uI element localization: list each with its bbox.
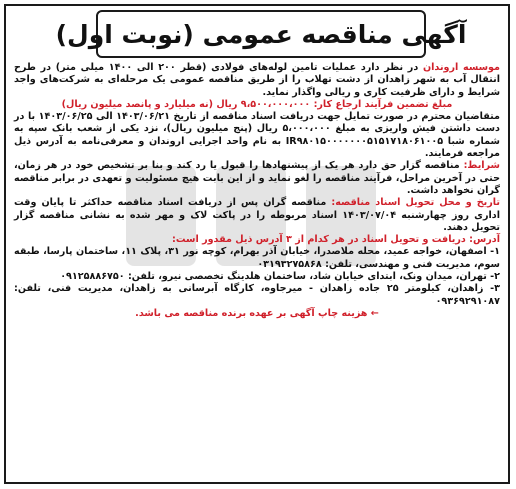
deadline-paragraph <box>14 197 500 234</box>
notice-title: آگهی مناقصه عمومی (نوبت اول) <box>55 19 467 49</box>
guarantee-amount: مبلغ تضمین فرآیند ارجاع کار: ۹،۵۰۰،۰۰۰،۰۰۰ ریال (نه میلیارد و پانصد میلیون ریال) <box>61 98 453 110</box>
address-item-zahedan: ۳- زاهدان، کیلومتر ۲۵ جاده زاهدان - میرجاوه، کارگاه آبرسانی به زاهدان، مدیریت فنی، تلفن: ۰۹۳۶۹۲۹۱۰۸۷ <box>14 283 500 307</box>
conditions-paragraph <box>14 160 500 197</box>
address-item-isfahan: ۱- اصفهان، خواجه عمید، محله ملاصدرا، خیابان آذر بهرام، کوچه نور ۳۱، پلاک ۱۱، ساختمان پارسا، طبقه سوم، مدیریت فنی و مهندسی، تلفن: ۰۳۱۹۳۲۷۵۸۶۸ <box>14 246 500 270</box>
intro-text: در نظر دارد عملیات تامین لوله‌های فولادی (قطر ۲۰۰ الی ۱۴۰۰ میلی متر) در طرح انتقال آب به شهر زاهدان از دشت تهلاب را از طریق مناقصه عمومی یک مرحله‌ای به شرکت‌های واجد شرایط و دارای ظرفیت کاری و ریالی واگذار نماید. <box>14 62 500 98</box>
documents-paragraph: متقاضیان محترم در صورت تمایل جهت دریافت اسناد مناقصه از تاریخ ۱۴۰۳/۰۶/۲۱ الی ۱۴۰۳/۰۶/۲۵ با در دست داشتن فیش واریزی به مبلغ ۵،۰۰۰،۰۰۰ ریال (پنج میلیون ریال)، نزد یکی از شعب بانک سپه به شماره شبا IR۹۸۰۱۵۰۰۰۰۰۰۰۵۱۵۱۷۱۸۰۶۱۰۰۵ به نام واحد اجرایی اروندان و معرفی‌نامه به آدرس ذیل مراجعه فرمایند. <box>14 111 500 160</box>
notice-body <box>14 62 500 320</box>
conditions-label: شرایط: <box>463 160 500 172</box>
footer-note: ← هزینه چاپ آگهی بر عهده برنده مناقصه می باشد. <box>135 307 379 319</box>
tender-notice <box>4 4 510 484</box>
address-item-tehran: ۲- تهران، میدان ونک، ابتدای خیابان شاد، ساختمان هلدینگ تخصصی نیرو، تلفن: ۰۹۱۲۵۸۸۶۷۵۰ <box>60 271 500 283</box>
intro-paragraph <box>14 62 500 99</box>
organization-name: موسسه اروندان <box>422 62 500 73</box>
title-box <box>55 10 467 58</box>
deadline-label: تاریخ و محل تحویل اسناد مناقصه: <box>331 197 500 209</box>
deadline-text: مناقصه گران پس از دریافت اسناد مناقصه حداکثر تا پایان وقت اداری روز چهارشنبه ۱۴۰۳/۰۷/۰۴ اسناد مربوطه را در پاکت لاک و مهر شده به نشانی مناقصه گزار تحویل دهند. <box>14 197 500 233</box>
conditions-text: مناقصه گزار حق دارد هر یک از پیشنهادها را قبول یا رد کند و بنا بر تشخیص خود در هر زمان، حتی در آخرین مراحل، فرآیند مناقصه را لغو نماید و از این بابت هیچ مسئولیت و تعهدی در برابر مناقصه گران نخواهد داشت. <box>14 160 500 196</box>
address-heading: آدرس: دریافت و تحویل اسناد در هر کدام از ۳ آدرس ذیل مقدور است: <box>172 234 500 246</box>
